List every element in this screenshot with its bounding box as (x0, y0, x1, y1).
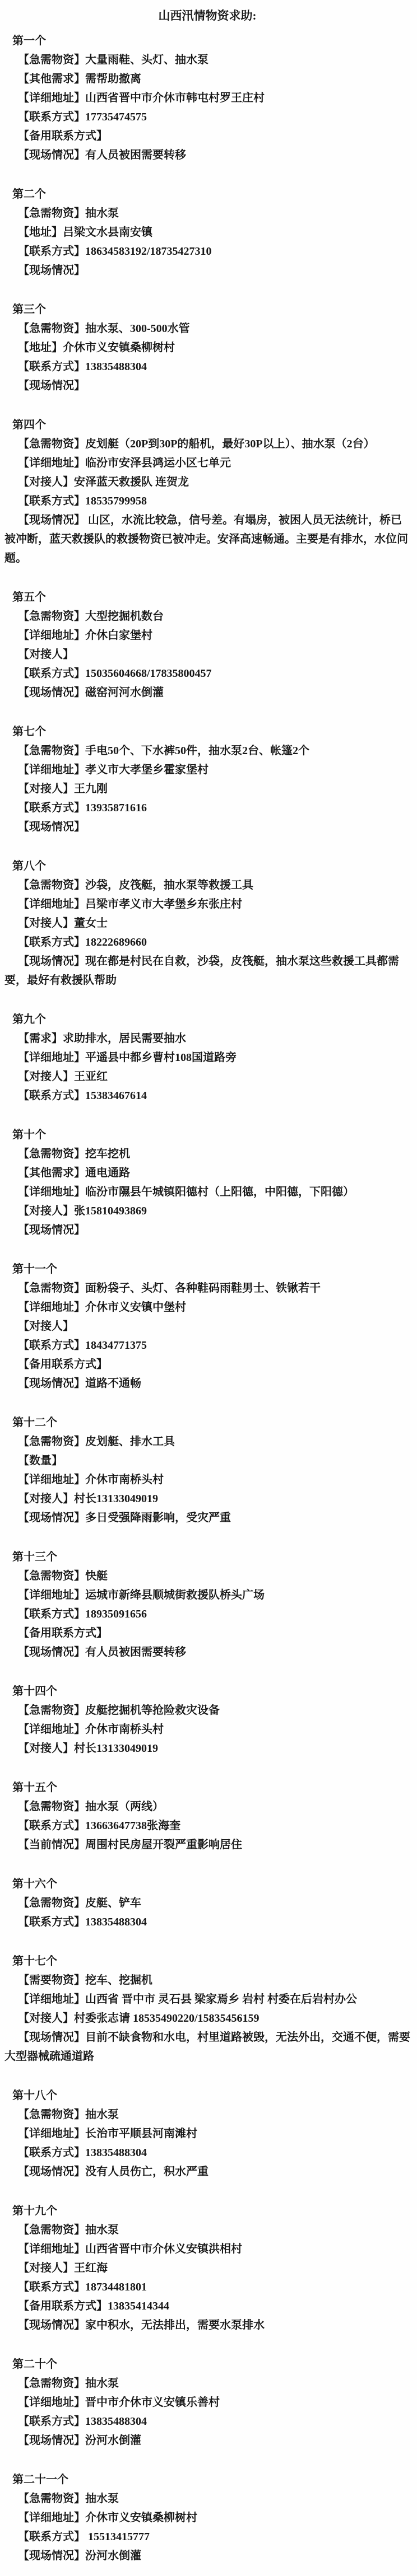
field-label: 【现场情况】 (18, 380, 85, 392)
field-value: 抽水泵 (85, 2224, 119, 2236)
field-line (4, 1489, 410, 1508)
field-line (4, 1720, 410, 1739)
field-label: 【现场情况】 (18, 1224, 85, 1236)
field-label: 【对接人】 (18, 783, 74, 795)
field-label: 【联系方式】 (18, 1820, 85, 1832)
field-line (4, 146, 410, 165)
section-header: 第七个 (12, 726, 46, 738)
field-line (4, 319, 410, 338)
field-value: 没有人员伤亡，积水严重 (85, 2166, 208, 2178)
request-section (4, 2355, 410, 2450)
field-line (4, 69, 410, 88)
field-label: 【联系方式】 (18, 1916, 85, 1928)
field-line (4, 1298, 410, 1317)
field-label: 【对接人】 (18, 2012, 74, 2025)
field-value: 吕梁市孝义市大孝堡乡东张庄村 (85, 898, 242, 910)
field-label: 【急需物资】 (18, 207, 85, 219)
section-header: 第四个 (12, 419, 46, 431)
field-line (4, 1355, 410, 1374)
field-line (4, 1029, 410, 1048)
field-label: 【当前情况】 (18, 1839, 85, 1851)
field-line (4, 1816, 410, 1835)
field-line (4, 1374, 410, 1393)
field-value: 18935091656 (85, 1608, 147, 1620)
field-label: 【急需物资】 (18, 1897, 85, 1909)
field-label: 【对接人】 (18, 648, 74, 661)
field-label: 【对接人】 (18, 2262, 74, 2274)
field-value: 山区，水流比较急，信号差。有塌房，被困人员无法统计，桥已被冲断，蓝天救援队的救援物资已被冲走。安泽高速畅通。主要是有排水，水位问题。 (4, 514, 408, 564)
field-line (4, 1317, 410, 1336)
section-header: 第八个 (12, 860, 46, 872)
section-header: 第十六个 (12, 1878, 57, 1890)
field-label: 【详细地址】 (18, 1051, 85, 1064)
field-value: 山西省晋中市介休义安镇洪相村 (85, 2243, 242, 2255)
field-value: 村委张志请 18535490220/15835456159 (74, 2012, 260, 2025)
field-label: 【现场情况】 (18, 2319, 85, 2331)
field-line (4, 454, 410, 473)
field-line (4, 2297, 410, 2316)
request-section (4, 300, 410, 395)
field-label: 【现场情况】 (18, 686, 85, 699)
field-label: 【急需物资】 (18, 54, 85, 66)
field-value: 道路不通畅 (85, 1377, 141, 1390)
field-line (4, 376, 410, 395)
field-line (4, 2431, 410, 2450)
field-label: 【联系方式】 (18, 495, 85, 507)
field-line (4, 50, 410, 69)
field-value: 介休市南桥头村 (85, 1723, 164, 1736)
request-section (4, 857, 410, 990)
field-label: 【急需物资】 (18, 2493, 85, 2505)
field-label: 【详细地址】 (18, 2512, 85, 2524)
field-value: 介休市义安镇桑柳树村 (63, 342, 175, 354)
field-label: 【详细地址】 (18, 764, 85, 776)
field-value: 介休市义安镇桑柳树村 (85, 2512, 197, 2524)
field-label: 【急需物资】 (18, 2109, 85, 2121)
field-value: 汾河水倒灌 (85, 2434, 141, 2447)
field-value: 抽水泵（两线） (85, 1801, 164, 1813)
field-value: 平遥县中都乡曹村108国道路旁 (85, 1051, 237, 1064)
field-value: 皮艇、铲车 (85, 1897, 141, 1909)
field-label: 【急需物资】 (18, 610, 85, 623)
field-line (4, 1567, 410, 1586)
field-label: 【现场情况】 (18, 2550, 85, 2562)
field-value: 13663647738张海奎 (85, 1820, 180, 1832)
field-label: 【联系方式】 (18, 2531, 85, 2543)
field-label: 【备用联系方式】 (18, 130, 108, 142)
request-section (4, 722, 410, 836)
field-line (4, 1086, 410, 1105)
field-line (4, 664, 410, 683)
field-label: 【联系方式】 (18, 245, 85, 258)
field-line (4, 933, 410, 952)
field-label: 【详细地址】 (18, 2396, 85, 2409)
section-header: 第十九个 (12, 2205, 57, 2217)
field-label: 【急需物资】 (18, 322, 85, 335)
field-value: 介休市南桥头村 (85, 1474, 164, 1486)
section-header: 第二个 (12, 188, 46, 200)
field-line (4, 2527, 410, 2546)
request-section (4, 2470, 410, 2565)
section-header: 第十五个 (12, 1782, 57, 1794)
field-label: 【急需物资】 (18, 1436, 85, 1448)
field-label: 【联系方式】 (18, 2281, 85, 2293)
section-header: 第十七个 (12, 1955, 57, 1967)
field-value: 抽水泵 (85, 207, 119, 219)
field-line (4, 2374, 410, 2393)
field-line (4, 2278, 410, 2297)
field-value: 求助排水，居民需要抽水 (63, 1032, 186, 1045)
section-header: 第十二个 (12, 1416, 57, 1429)
field-label: 【详细地址】 (18, 1474, 85, 1486)
field-value: 目前不缺食物和水电，村里道路被毁，无法外出，交通不便，需要大型器械疏通道路 (4, 2031, 410, 2063)
field-value: 临汾市安泽县鸿运小区七单元 (85, 457, 231, 469)
field-line (4, 1067, 410, 1086)
field-label: 【现场情况】 (18, 2166, 85, 2178)
field-line (4, 2412, 410, 2431)
field-line (4, 2508, 410, 2527)
field-value: 18222689660 (85, 936, 147, 948)
field-label: 【联系方式】 (18, 667, 85, 680)
field-value: 15383467614 (85, 1090, 147, 1102)
field-value: 13835488304 (85, 361, 147, 373)
field-label: 【对接人】 (18, 917, 74, 929)
field-label: 【需求】 (18, 1032, 63, 1045)
field-line (4, 1739, 410, 1758)
request-section (4, 1548, 410, 1662)
field-label: 【联系方式】 (18, 1090, 85, 1102)
field-line (4, 1451, 410, 1470)
field-value: 18535799958 (85, 495, 147, 507)
field-label: 【详细地址】 (18, 1301, 85, 1313)
field-line (4, 2546, 410, 2565)
field-label: 【联系方式】 (18, 2147, 85, 2159)
field-line (4, 1048, 410, 1067)
field-line (4, 2105, 410, 2124)
field-line (4, 779, 410, 798)
field-line (4, 242, 410, 261)
section-header: 第二十一个 (12, 2474, 68, 2486)
field-label: 【备用联系方式】 (18, 1358, 108, 1371)
field-value: 13835488304 (85, 2147, 147, 2159)
request-section (4, 1778, 410, 1854)
field-label: 【地址】 (18, 226, 63, 239)
field-value: 山西省晋中市介休市韩屯村罗王庄村 (85, 92, 265, 104)
field-label: 【急需物资】 (18, 1148, 85, 1160)
field-value: 挖车、挖掘机 (85, 1974, 152, 1986)
page-title: 山西汛情物资求助: (158, 9, 257, 22)
field-label: 【对接人】 (18, 1070, 74, 1083)
field-label: 【联系方式】 (18, 1608, 85, 1620)
sections-list (4, 31, 410, 2565)
field-line (4, 338, 410, 357)
field-label: 【急需物资】 (18, 1570, 85, 1582)
field-label: 【现场情况】 (18, 1512, 85, 1524)
field-value: 17735474575 (85, 111, 147, 123)
field-value: 晋中市介休市义安镇乐善村 (85, 2396, 220, 2409)
field-label: 【详细地址】 (18, 1993, 85, 2005)
field-value: 王亚红 (74, 1070, 108, 1083)
field-line (4, 1221, 410, 1240)
field-value: 需帮助撤离 (85, 73, 141, 85)
field-line (4, 817, 410, 836)
field-line (4, 1894, 410, 1913)
field-value: 村长13133049019 (74, 1742, 158, 1755)
field-value: 长治市平顺县河南滩村 (85, 2128, 197, 2140)
field-value: 孝义市大孝堡乡霍家堡村 (85, 764, 208, 776)
field-label: 【其他需求】 (18, 1167, 85, 1179)
field-line (4, 2489, 410, 2508)
field-line (4, 2220, 410, 2240)
request-section (4, 1125, 410, 1240)
field-line (4, 1279, 410, 1298)
request-section (4, 415, 410, 568)
field-line (4, 798, 410, 817)
field-label: 【联系方式】 (18, 361, 85, 373)
field-label: 【急需物资】 (18, 2377, 85, 2390)
field-line (4, 1586, 410, 1605)
field-value: 现在都是村民在自救，沙袋，皮筏艇，抽水泵这些救援工具都需要，最好有救援队帮助 (4, 955, 399, 987)
field-line (4, 1144, 410, 1163)
field-label: 【联系方式】 (18, 111, 85, 123)
field-value: 抽水泵 (85, 2109, 119, 2121)
field-line (4, 1182, 410, 1201)
request-section (4, 1952, 410, 2066)
field-line (4, 2259, 410, 2278)
field-value: 大型挖掘机数台 (85, 610, 164, 623)
field-label: 【详细地址】 (18, 2243, 85, 2255)
field-value: 快艇 (85, 1570, 108, 1582)
field-line (4, 2124, 410, 2143)
field-value: 挖车挖机 (85, 1148, 130, 1160)
field-line (4, 1971, 410, 1990)
field-line (4, 1835, 410, 1854)
field-label: 【数量】 (18, 1455, 63, 1467)
field-label: 【对接人】 (18, 1205, 74, 1217)
field-label: 【急需物资】 (18, 1801, 85, 1813)
field-line (4, 607, 410, 626)
field-line (4, 492, 410, 511)
field-label: 【急需物资】 (18, 2224, 85, 2236)
field-value: 皮艇挖掘机等抢险救灾设备 (85, 1704, 220, 1717)
field-value: 汾河水倒灌 (85, 2550, 141, 2562)
field-label: 【备用联系方式】 (18, 2300, 108, 2312)
field-label: 【联系方式】 (18, 936, 85, 948)
field-value: 山西省 晋中市 灵石县 梁家焉乡 岩村 村委在后岩村办公 (85, 1993, 357, 2005)
field-value: 张15810493869 (74, 1205, 147, 1217)
field-line (4, 683, 410, 702)
field-line (4, 1990, 410, 2009)
field-label: 【备用联系方式】 (18, 1627, 108, 1639)
field-line (4, 1605, 410, 1624)
section-header: 第二十个 (12, 2358, 57, 2371)
field-label: 【对接人】 (18, 1742, 74, 1755)
section-header: 第十个 (12, 1129, 46, 1141)
field-line (4, 645, 410, 664)
section-header: 第十四个 (12, 1685, 57, 1698)
field-value: 运城市新绛县顺城街救援队桥头广场 (85, 1589, 265, 1601)
field-value: 周围村民房屋开裂严重影响居住 (85, 1839, 242, 1851)
field-label: 【现场情况】 (18, 264, 85, 277)
field-value: 13835488304 (85, 2415, 147, 2428)
field-line (4, 1201, 410, 1221)
field-label: 【详细地址】 (18, 457, 85, 469)
field-label: 【现场情况】 (18, 514, 85, 526)
field-value: 董女士 (74, 917, 108, 929)
field-line (4, 626, 410, 645)
section-header: 第九个 (12, 1013, 46, 1026)
request-section (4, 31, 410, 165)
field-value: 吕梁文水县南安镇 (63, 226, 152, 239)
section-header: 第五个 (12, 591, 46, 604)
field-label: 【需要物资】 (18, 1974, 85, 1986)
field-value: 抽水泵、300-500水管 (85, 322, 190, 335)
field-label: 【详细地址】 (18, 629, 85, 642)
section-header: 第三个 (12, 303, 46, 316)
field-line (4, 760, 410, 779)
field-line (4, 1508, 410, 1527)
field-line (4, 2009, 410, 2028)
field-value: 有人员被困需要转移 (85, 149, 186, 161)
field-value: 手电50个、下水裤50件，抽水泵2台、帐篷2个 (85, 745, 309, 757)
field-line (4, 2240, 410, 2259)
field-line (4, 223, 410, 242)
field-label: 【详细地址】 (18, 1723, 85, 1736)
field-label: 【联系方式】 (18, 1339, 85, 1352)
field-value: 18434771375 (85, 1339, 147, 1352)
field-line (4, 952, 410, 990)
field-value: 13835414344 (108, 2300, 169, 2312)
field-label: 【现场情况】 (18, 2031, 85, 2044)
field-value: 家中积水，无法排出，需要水泵排水 (85, 2319, 265, 2331)
field-line (4, 88, 410, 107)
field-line (4, 511, 410, 568)
field-label: 【对接人】 (18, 1493, 74, 1505)
field-line (4, 107, 410, 127)
section-header: 第十三个 (12, 1551, 57, 1563)
field-line (4, 2393, 410, 2412)
field-label: 【现场情况】 (18, 1646, 85, 1658)
field-label: 【现场情况】 (18, 821, 85, 833)
field-line (4, 1336, 410, 1355)
field-line (4, 1432, 410, 1451)
field-value: 皮划艇（20P到30P的船机，最好30P以上）、抽水泵（2台） (85, 438, 375, 450)
field-value: 王红海 (74, 2262, 108, 2274)
field-label: 【现场情况】 (18, 149, 85, 161)
field-label: 【联系方式】 (18, 2415, 85, 2428)
field-value: 通电通路 (85, 1167, 130, 1179)
field-line (4, 876, 410, 895)
field-line (4, 1701, 410, 1720)
field-value: 皮划艇、排水工具 (85, 1436, 175, 1448)
field-value: 多日受强降雨影响，受灾严重 (85, 1512, 231, 1524)
field-label: 【急需物资】 (18, 438, 85, 450)
field-line (4, 357, 410, 376)
field-value: 18734481801 (85, 2281, 147, 2293)
field-label: 【地址】 (18, 342, 63, 354)
field-value: 介休白家堡村 (85, 629, 152, 642)
field-line (4, 1797, 410, 1816)
field-line (4, 741, 410, 760)
field-value: 临汾市隰县午城镇阳德村（上阳德，中阳德，下阳德） (85, 1186, 354, 1198)
field-label: 【详细地址】 (18, 2128, 85, 2140)
field-value: 面粉袋子、头灯、各种鞋码雨鞋男士、铁锹若干 (85, 1282, 321, 1294)
field-label: 【急需物资】 (18, 1704, 85, 1717)
field-line (4, 2143, 410, 2162)
field-value: 介休市义安镇中堡村 (85, 1301, 186, 1313)
field-line (4, 434, 410, 454)
field-label: 【联系方式】 (18, 802, 85, 814)
field-value: 13935871616 (85, 802, 147, 814)
field-value: 15035604668/17835800457 (85, 667, 212, 680)
field-value: 抽水泵 (85, 2377, 119, 2390)
request-section (4, 1010, 410, 1105)
field-value: 13835488304 (85, 1916, 147, 1928)
field-label: 【对接人】 (18, 1320, 74, 1333)
field-label: 【详细地址】 (18, 92, 85, 104)
field-label: 【现场情况】 (18, 1377, 85, 1390)
field-value: 王九刚 (74, 783, 108, 795)
field-line (4, 127, 410, 146)
section-header: 第一个 (12, 35, 46, 47)
field-line (4, 1163, 410, 1182)
field-value: 15513415777 (85, 2531, 150, 2543)
field-value: 有人员被困需要转移 (85, 1646, 186, 1658)
field-value: 沙袋，皮筏艇，抽水泵等救援工具 (85, 879, 253, 891)
field-line (4, 204, 410, 223)
field-line (4, 1913, 410, 1932)
field-line (4, 1624, 410, 1643)
field-label: 【详细地址】 (18, 1589, 85, 1601)
section-header: 第十八个 (12, 2089, 57, 2102)
field-value: 安泽蓝天救援队 连贺龙 (74, 476, 189, 488)
field-line (4, 2316, 410, 2335)
field-line (4, 895, 410, 914)
request-section (4, 588, 410, 702)
field-label: 【其他需求】 (18, 73, 85, 85)
request-section (4, 1682, 410, 1758)
field-value: 大量雨鞋、头灯、抽水泵 (85, 54, 208, 66)
field-label: 【急需物资】 (18, 879, 85, 891)
field-label: 【现场情况】 (18, 955, 85, 967)
request-section (4, 2201, 410, 2335)
request-section (4, 185, 410, 280)
section-header: 第十一个 (12, 1263, 57, 1275)
request-section (4, 1260, 410, 1393)
field-label: 【详细地址】 (18, 1186, 85, 1198)
field-line (4, 914, 410, 933)
field-value: 18634583192/18735427310 (85, 245, 212, 258)
field-line (4, 1470, 410, 1489)
field-value: 抽水泵 (85, 2493, 119, 2505)
field-line (4, 473, 410, 492)
field-line (4, 2028, 410, 2066)
request-section (4, 1874, 410, 1932)
field-value: 磁窑河河水倒灌 (85, 686, 164, 699)
request-section (4, 1413, 410, 1527)
field-line (4, 2162, 410, 2181)
field-label: 【急需物资】 (18, 745, 85, 757)
field-label: 【详细地址】 (18, 898, 85, 910)
field-line (4, 261, 410, 280)
field-label: 【急需物资】 (18, 1282, 85, 1294)
request-section (4, 2086, 410, 2181)
field-label: 【对接人】 (18, 476, 74, 488)
field-line (4, 1643, 410, 1662)
field-label: 【现场情况】 (18, 2434, 85, 2447)
field-value: 村长13133049019 (74, 1493, 158, 1505)
